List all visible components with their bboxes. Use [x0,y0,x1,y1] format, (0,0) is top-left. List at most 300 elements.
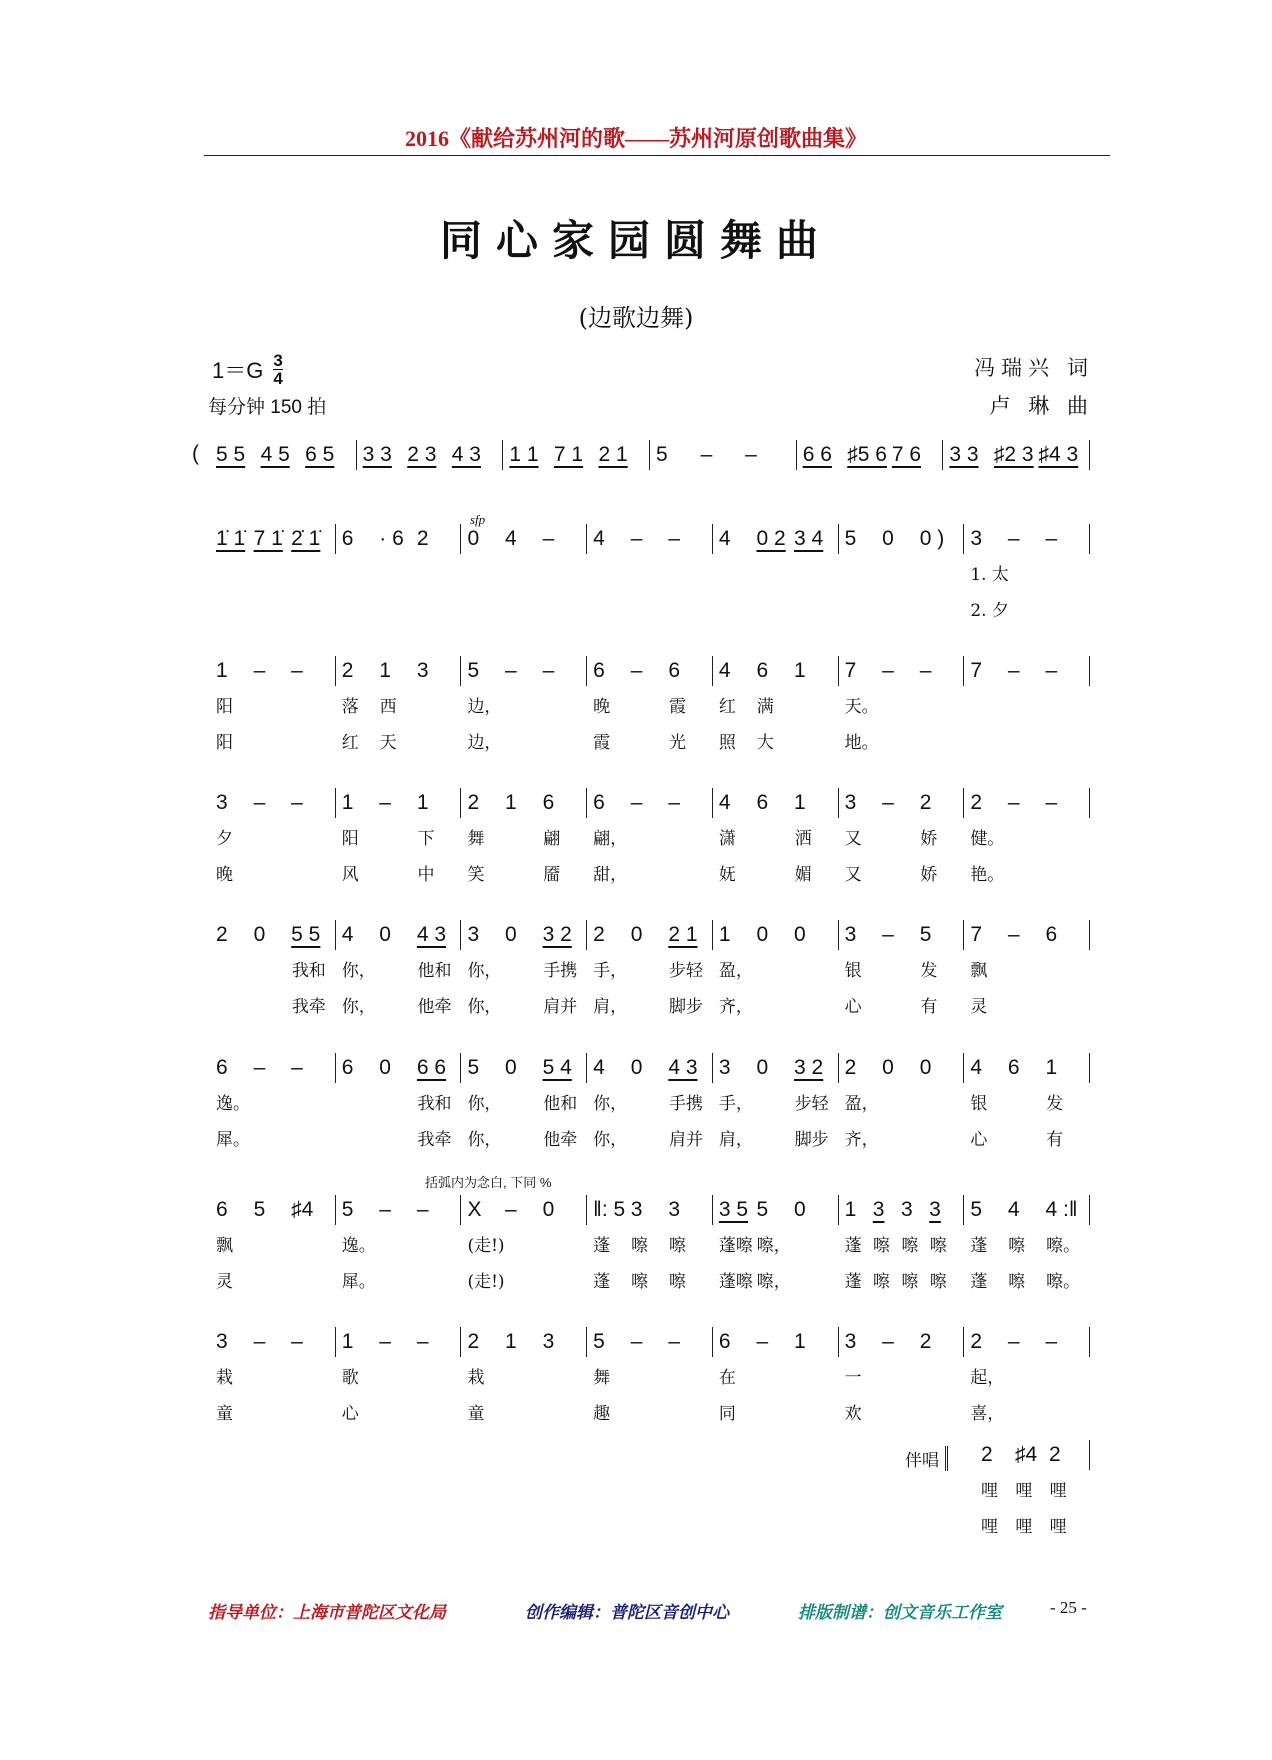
lyric-syllable: 逸。 [216,1094,250,1114]
lyric-measure [839,1363,965,1393]
footer-typesetting: 排版制谱：创文音乐工作室 [798,1603,1002,1623]
note-beat: 2 1 [598,443,628,466]
lyric-syllable: 他牵 [417,997,452,1017]
note-beat: – [1007,1330,1020,1353]
lyric-syllable: 蓬 [970,1236,988,1256]
lyric-syllable: 嚓， [756,1236,791,1256]
lyric-measure [839,824,965,854]
lyric-syllable [543,596,581,626]
measure [839,656,965,686]
lyric-syllable [543,560,581,590]
lyric-syllable: 蓬 [844,1236,862,1256]
lyric-syllable [380,824,418,854]
lyric-syllable: 天 [379,733,397,753]
lyric-syllable [970,728,1008,758]
note-beat: 4 :‖ [1045,1198,1078,1221]
lyric-measure [587,992,713,1022]
lyric-measure [587,1089,713,1119]
lyric-syllable [1046,1399,1084,1429]
lyric-syllable [757,596,795,626]
lyric-syllable [757,560,795,590]
time-top: 3 [273,351,283,370]
lyric-measure [713,956,839,986]
lyric-syllable: 嚓。 [1046,1236,1081,1256]
lyric-syllable [757,824,795,854]
lyric-syllable: 甜， [593,865,628,885]
lyric-line-2 [210,1125,1090,1155]
measure [975,1440,1090,1470]
measure [964,788,1090,818]
lyric-syllable: 欢 [844,1404,862,1424]
lyric-syllable [1046,992,1084,1022]
note-beat: 3 3 [949,443,979,466]
lyric-syllable: 嚓 [668,1236,686,1256]
lyric-syllable [883,1089,921,1119]
lyric-syllable [795,1399,833,1429]
lyric-measure [839,1125,965,1155]
note-beat: 5 [656,443,668,466]
lyric-syllable [467,560,505,590]
note-beat: 3 [416,659,429,682]
lyric-syllable [505,1089,543,1119]
note-beat: 1 [505,1330,517,1353]
note-beat: 7 6 [891,443,922,466]
lyric-syllable: 逸。 [341,1236,376,1256]
lyric-syllable: 盈， [844,1094,879,1114]
note-beat: – [630,1330,643,1353]
lyric-syllable [380,560,418,590]
lyric-syllable [292,596,330,626]
lyric-measure [336,560,462,590]
note-beat: 3 [630,1198,643,1221]
lyric-measure [964,1267,1090,1297]
measure [587,1053,713,1083]
lyric-syllable [883,692,921,722]
lyric-syllable: 在 [718,1368,736,1388]
lyric-measure [839,956,965,986]
lyric-syllable [543,1363,581,1393]
lyric-syllable: 银 [970,1094,988,1114]
measure [839,1053,965,1083]
measure [210,1195,336,1225]
lyric-syllable [883,860,921,890]
lyric-syllable [883,1399,921,1429]
measure [713,524,839,554]
lyric-syllable [920,1363,958,1393]
lyric-syllable [254,956,292,986]
lyric-syllable: 边， [467,733,502,753]
lyric-measure [210,1125,336,1155]
lyric-syllable: 趣 [593,1404,611,1424]
lyric-syllable: 他和 [543,1094,578,1114]
note-beat: X [467,1198,482,1221]
note-beat: – [542,527,555,550]
lyric-measure [336,992,462,1022]
lyric-line-2 [210,1399,1090,1429]
note-beat: 7 1̇ [253,527,283,550]
lyric-syllable [757,860,795,890]
note-beat: – [1045,1330,1058,1353]
measure [943,440,1090,470]
lyric-syllable [631,1125,669,1155]
note-beat: 1 [844,1198,857,1221]
lyric-measure [964,1231,1090,1261]
page-number: - 25 - [1050,1598,1087,1617]
note-beat: – [253,659,266,682]
lyric-measure [964,860,1090,890]
sfp-dynamic: sfp [470,512,486,527]
lyric-syllable: 你， [593,1094,628,1114]
note-beat: 6 6 [802,443,832,466]
note-beat: 0 [794,923,806,946]
lyric-syllable: 心 [844,997,862,1017]
lyric-syllable [1008,1363,1046,1393]
measure [210,524,336,554]
lyric-syllable: 我和 [291,961,326,981]
lyric-measure [461,596,587,626]
note-beat: 3 [542,1330,555,1353]
lyric-measure [964,728,1090,758]
lyric-line-1 [210,1089,1090,1119]
lyric-syllable [342,1125,380,1155]
time-bottom: 4 [273,369,283,388]
note-beat: 3 [216,1330,228,1353]
lyric-measure [210,596,336,626]
lyric-syllable [380,860,418,890]
note-beat: 1 [1045,1056,1058,1079]
note-beat: 2 [844,1056,857,1079]
measure [713,920,839,950]
lyric-syllable: (走!) [467,1272,505,1292]
lyric-measure [587,1363,713,1393]
measure [964,1327,1090,1357]
note-beat: 4 [718,527,731,550]
lyric-syllable [505,560,543,590]
note-beat: 2 [919,1330,932,1353]
measure [713,656,839,686]
note-beat: – [745,443,757,466]
lyric-measure [336,1399,462,1429]
note-beat: – [1045,659,1058,682]
note-beat: 0 [505,923,517,946]
lyric-measure [461,728,587,758]
note-beat: 2 [970,791,982,814]
lyric-syllable [292,1399,330,1429]
note-beat: 3 [929,1198,941,1221]
accompaniment-staff [975,1440,1090,1542]
lyric-measure [336,728,462,758]
lyric-syllable [795,560,833,590]
lyric-syllable: 健。 [970,829,1005,849]
measure [461,920,587,950]
lyric-measure [587,824,713,854]
lyric-syllable: 童 [216,1404,233,1424]
measure [461,788,587,818]
lyric-syllable [254,596,292,626]
note-beat: 0 [756,1056,769,1079]
note-beat: 7 [844,659,857,682]
note-beat: 0 [467,527,480,550]
lyric-syllable: 嚓 [1008,1272,1026,1292]
lyric-measure [461,560,587,590]
lyric-syllable: 舞 [593,1368,611,1388]
lyric-line-2 [210,860,1090,890]
note-beat: 2 1 [668,923,698,946]
lyric-line-2 [210,1267,1090,1297]
lyric-syllable: 你， [467,1094,502,1114]
lyric-syllable: 阳 [216,697,233,717]
note-beat: – [253,1330,266,1353]
accompaniment-label: 伴唱 [905,1446,948,1471]
lyric-syllable [1008,692,1046,722]
note-beat: 3 [872,1198,885,1221]
lyric-syllable [216,956,254,986]
measure [839,1195,965,1225]
lyric-syllable: 银 [844,961,862,981]
lyric-syllable [254,1125,292,1155]
note-beat: 1 [379,659,391,682]
lyric-syllable [418,1267,456,1297]
measure [587,1195,713,1225]
measure [839,788,965,818]
note-beat: 5 [844,527,857,550]
measure [210,1053,336,1083]
lyric-syllable [1046,956,1084,986]
lyric-syllable [757,992,795,1022]
note-beat: 4 3 [416,923,447,946]
lyric-measure [461,1125,587,1155]
note-beat: ♯4 3 [1038,443,1079,466]
lyric-measure [975,1476,1090,1506]
lyric-measure [964,956,1090,986]
lyric-syllable [631,596,669,626]
lyric-syllable [292,1231,330,1261]
staff-line [975,1440,1090,1470]
lyric-syllable [418,1231,456,1261]
lyric-syllable: 夕 [216,829,233,849]
lyric-syllable [631,728,669,758]
note-beat: – [1007,527,1020,550]
lyric-syllable [254,1267,292,1297]
lyric-syllable: 他和 [417,961,452,981]
lyric-measure [461,1267,587,1297]
lyric-syllable: 笑 [467,865,485,885]
lyric-syllable: 蓬嚓 [718,1236,753,1256]
note-beat: 3 [844,791,857,814]
lyricist-credit: 冯瑞兴 词 [974,357,1094,380]
lyric-measure [713,860,839,890]
note-beat: – [291,1056,303,1079]
lyric-syllable [757,1125,795,1155]
lyric-measure [839,1231,965,1261]
lyric-syllable: 齐， [844,1130,879,1150]
lyric-syllable: 心 [970,1130,988,1150]
note-beat: 1 [718,923,731,946]
lyric-syllable [380,1267,418,1297]
lyric-syllable: 哩 [1049,1481,1067,1501]
lyric-syllable [254,728,292,758]
note-beat: 1 [794,1330,806,1353]
lyric-line-1 [210,692,1090,722]
note-beat: – [416,1198,429,1221]
lyric-measure [975,1512,1090,1542]
note-beat: 2 [593,923,605,946]
intro-open-paren: ( [192,442,199,465]
measure [336,524,462,554]
note-beat: 0 [919,1056,932,1079]
lyric-syllable: 蓬 [970,1272,988,1292]
lyric-syllable: (走!) [467,1236,505,1256]
lyric-syllable [1008,1399,1046,1429]
lyric-syllable: 喜， [970,1404,1005,1424]
lyric-syllable [883,956,921,986]
lyric-syllable [505,596,543,626]
note-beat: 2 [970,1330,982,1353]
lyric-syllable [254,1231,292,1261]
lyric-line-1 [210,560,1090,590]
song-title: 同心家园圆舞曲 [439,216,832,265]
lyric-measure [713,1089,839,1119]
note-beat: 0 ) [919,527,945,550]
note-beat: 2 [981,1443,993,1466]
lyric-syllable [1008,824,1046,854]
note-beat: – [253,791,266,814]
lyric-measure [210,992,336,1022]
lyric-syllable [631,692,669,722]
lyric-syllable: 你， [593,1130,628,1150]
note-beat: – [1007,791,1020,814]
note-beat: – [668,791,680,814]
lyric-syllable [631,1363,669,1393]
lyric-syllable: 艳。 [970,865,1005,885]
lyric-syllable [1008,992,1046,1022]
lyric-syllable [631,1089,669,1119]
lyric-measure [336,1363,462,1393]
note-beat: – [542,659,555,682]
measure [587,656,713,686]
lyric-syllable [254,824,292,854]
measure [587,788,713,818]
composer-credit: 卢 琳 曲 [989,395,1094,418]
lyric-syllable: 嚓 [901,1272,919,1292]
note-beat: – [700,443,713,466]
lyric-syllable: 哩 [981,1517,998,1537]
lyric-syllable: 嚓 [631,1236,649,1256]
lyric-syllable: 嚓 [929,1272,947,1292]
note-beat: 5 [593,1330,605,1353]
note-beat: – [882,1330,894,1353]
lyric-measure [587,596,713,626]
lyric-syllable [669,824,707,854]
lyric-measure [964,1399,1090,1429]
lyric-syllable [292,824,330,854]
lyric-syllable [795,728,833,758]
lyric-syllable [1046,824,1084,854]
lyric-line-2 [210,992,1090,1022]
key-signature [212,352,283,387]
lyric-syllable [292,728,330,758]
note-beat: · 6 [379,527,404,550]
measure [503,440,650,470]
lyric-syllable [216,596,254,626]
lyric-syllable [795,1231,833,1261]
measure [964,656,1090,686]
note-beat: 0 [882,1056,894,1079]
lyric-line-1 [210,1231,1090,1261]
note-beat: 3 [216,791,228,814]
lyric-syllable: 我和 [417,1094,452,1114]
lyric-syllable: 媚 [794,865,812,885]
lyric-syllable [1046,596,1084,626]
note-beat: 5 [919,923,932,946]
note-beat: – [756,1330,769,1353]
note-beat: – [882,659,894,682]
lyric-measure [336,1089,462,1119]
lyric-line-1 [210,1363,1090,1393]
lyric-syllable: 盈， [718,961,753,981]
note-beat: 5 5 [216,443,246,466]
staff-line [210,788,1090,818]
lyric-syllable: 蓬 [844,1272,862,1292]
note-beat: 0 2 [756,527,786,550]
lyric-syllable: 娇 [920,829,938,849]
lyric-syllable: 嚓 [901,1236,919,1256]
lyric-syllable: 飘 [216,1236,233,1256]
note-beat: – [1045,791,1058,814]
lyric-measure [461,1399,587,1429]
lyric-syllable [418,1399,456,1429]
lyric-syllable [380,1231,418,1261]
song-subtitle: (边歌边舞) [578,304,694,332]
lyric-syllable: 他牵 [543,1130,578,1150]
lyric-syllable: 阳 [216,733,233,753]
note-beat: – [416,1330,429,1353]
lyric-syllable [292,1267,330,1297]
lyric-measure [713,596,839,626]
lyric-syllable [1008,1125,1046,1155]
lyric-measure [839,992,965,1022]
lyric-syllable [631,560,669,590]
lyric-line-2 [210,596,1090,626]
note-beat: 6 5 [305,443,335,466]
note-beat: 3 5 [718,1198,749,1221]
note-beat: 0 [756,923,769,946]
lyric-syllable: 肩， [593,997,628,1017]
lyric-measure [461,1089,587,1119]
lyric-syllable [1008,728,1046,758]
lyric-measure [210,956,336,986]
note-beat: 1 [505,791,517,814]
lyric-syllable [593,560,631,590]
lyric-line-1 [210,956,1090,986]
lyric-syllable [883,1363,921,1393]
note-beat: 6 [1045,923,1058,946]
lyric-syllable [505,728,543,758]
lyric-syllable: 蓬嚓 [718,1272,753,1292]
lyric-syllable [216,992,254,1022]
note-beat: 0 [542,1198,555,1221]
lyric-syllable [342,1089,380,1119]
lyric-measure [839,692,965,722]
lyric-measure [713,1231,839,1261]
lyric-syllable [505,992,543,1022]
lyric-syllable [505,1399,543,1429]
score-row [210,656,1090,758]
lyric-syllable [669,1363,707,1393]
lyric-syllable [920,1089,958,1119]
time-signature [273,352,282,387]
measure [839,1327,965,1357]
